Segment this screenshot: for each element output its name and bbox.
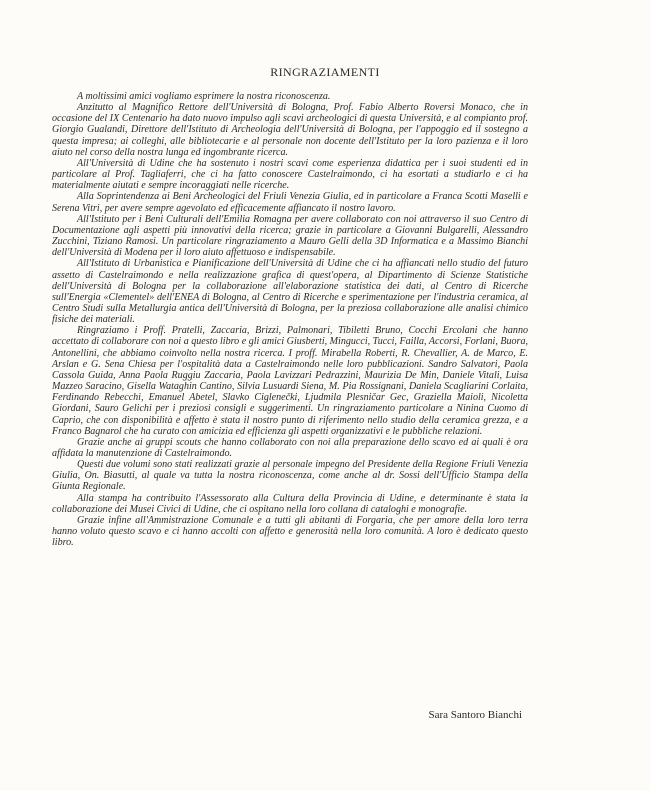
acknowledgements-body — [52, 91, 528, 548]
author-signature: Sara Santoro Bianchi — [428, 709, 522, 721]
paragraph: All'Istituto per i Beni Culturali dell'Emilia Romagna per avere collaborato con noi attraverso il suo Centro di Documentazione agli aspetti più innovativi della ricerca; grazie in particolare a Giovanni Bulgarelli, Alessandro Zucchini, Tiziano Ramosi. Un particolare ringraziamento a Mauro Gelli della 3D Informatica e a Massimo Bianchi dell'Università di Modena per il loro aiuto affettuoso e indispensabile. — [52, 213, 528, 259]
paragraph: Grazie anche ai gruppi scouts che hanno collaborato con noi alla preparazione dello scavo ed ai quali è ora affidata la manutenzione di Castelraimondo. — [52, 436, 528, 459]
paragraph: Anzitutto al Magnifico Rettore dell'Università di Bologna, Prof. Fabio Alberto Roversi Monaco, che in occasione del IX Centenario ha dato nuovo impulso agli scavi archeologici di questa Università, e al compianto prof. Giorgio Gualandi, Direttore dell'Istituto di Archeologia dell'Università di Bologna, per l'appoggio ed il sostegno a questa impresa; ai colleghi, alle bibliotecarie e al personale non docente dell'Istituto per la loro pazienza e il loro aiuto nel corso della nostra lunga ed ingombrante ricerca. — [52, 102, 528, 158]
paragraph: Grazie infine all'Ammistrazione Comunale e a tutti gli abitanti di Forgaria, che per amore della loro terra hanno voluto questo scavo e ci hanno accolti con affetto e generosità nella loro comunità. A loro è dedicato questo libro. — [52, 514, 528, 549]
paragraph: Alla Soprintendenza ai Beni Archeologici del Friuli Venezia Giulia, ed in particolare a Franca Scotti Maselli e Serena Vitri, per avere sempre agevolato ed efficacemente affiancato il nostro lavoro. — [52, 191, 528, 214]
paragraph: Ringraziamo i Proff. Pratelli, Zaccaria, Brizzi, Palmonari, Tibiletti Bruno, Cocchi Ercolani che hanno accettato di collaborare con noi a questo libro e gli amici Giusberti, Mingucci, Tucci, Failla, Accorsi, Forlani, Buora, Antonellini, che abbiamo coinvolto nella nostra ricerca. I proff. Mirabella Roberti, R. Chevallier, A. de Marco, E. Arslan e G. Sena Chiesa per l'ospitalità data a Castelraimondo nelle loro pubblicazioni. Sandro Salvatori, Paola Cassola Guida, Anna Paola Ruggiu Zaccaria, Paola Lavizzari Pedrazzini, Maurizia De Min, Daniele Vitali, Luisa Mazzeo Saracino, Gisella Wataghin Cantino, Silvia Lusuardi Siena, M. Pia Rossignani, Daniela Scagliarini Corlaita, Ferdinando Rebecchi, Emanuel Abetel, Slavko Ciglenečki, Ljudmila Plesničar Gec, Graziella Maioli, Nicoletta Giordani, Sauro Gelichi per i preziosi consigli e suggerimenti. Un ringraziamento particolare a Ninina Cuomo di Caprio, che con disponibilità e affetto è stata il nostro punto di riferimento nello studio della ceramica grezza, e a Franco Bagnarol che ha curato con amicizia ed efficienza gli aspetti organizzativi e le pubbliche relazioni. — [52, 325, 528, 437]
paragraph: All'Università di Udine che ha sostenuto i nostri scavi come esperienza didattica per i suoi studenti ed in particolare al Prof. Tagliaferri, che ci ha fatto conoscere Castelraimondo, ci ha esortati a studiarlo e ci ha materialmente aiutati e sempre incoraggiati nelle ricerche. — [52, 157, 528, 192]
paragraph: Questi due volumi sono stati realizzati grazie al personale impegno del Presidente della Regione Friuli Venezia Giulia, On. Biasutti, al quale va tutta la nostra riconoscenza, come anche al dr. Sossi dell'Ufficio Stampa della Giunta Regionale. — [52, 459, 528, 493]
paragraph: All'Istituto di Urbanistica e Pianificazione dell'Università di Udine che ci ha affiancati nello studio del futuro assetto di Castelraimondo e nella realizzazione grafica di quest'opera, al Dipartimento di Scienze Statistiche dell'Università di Bologna per la collaborazione all'elaborazione statistica dei dati, al Centro di Ricerche sull'Energia «Clementel» dell'ENEA di Bologna, al Centro di Ricerche e sperimentazione per l'industria ceramica, al Centro Studi sulla Metallurgia antica dell'Università di Bologna, per la preziosa collaborazione alle analisi chimico fisiche dei materiali. — [52, 258, 528, 326]
page-title: RINGRAZIAMENTI — [270, 65, 380, 79]
paragraph: Alla stampa ha contribuito l'Assessorato alla Cultura della Provincia di Udine, e determinante è stata la collaborazione dei Musei Civici di Udine, che ci ospitano nella loro collana di cataloghi e monografie. — [52, 492, 528, 515]
paragraph: A moltissimi amici vogliamo esprimere la nostra riconoscenza. — [77, 91, 331, 102]
